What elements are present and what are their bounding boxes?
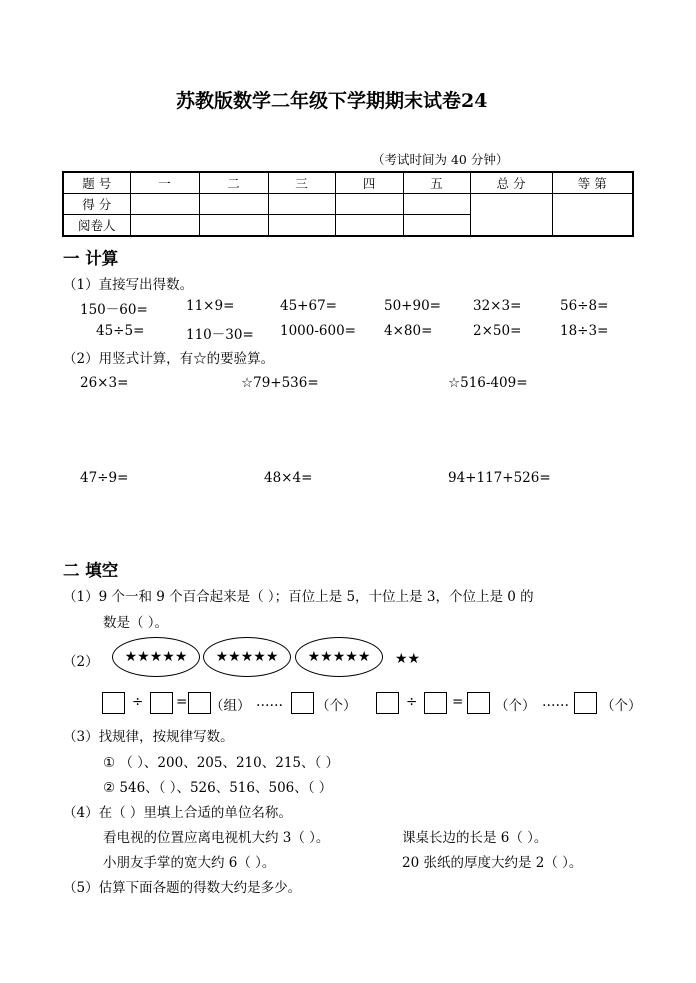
answer-box[interactable] xyxy=(424,692,447,714)
fill-q4-b: 课桌长边的长是 6（ ）。 xyxy=(402,830,548,846)
score-row-label: 得 分 xyxy=(63,194,130,215)
answer-box[interactable] xyxy=(291,692,314,714)
calc-item: 11×9= xyxy=(186,298,235,314)
extra-stars: ★★ xyxy=(395,651,421,667)
fill-q3-label: （3）找规律，按规律写数。 xyxy=(63,729,234,745)
score-col-5: 五 xyxy=(403,172,470,194)
calc-item: 50+90= xyxy=(384,298,441,314)
fill-q4-d: 20 张纸的厚度大约是 2（ ）。 xyxy=(402,855,583,871)
calc-item: 1000-600= xyxy=(280,323,356,339)
vertical-calc-item: 94+117+526= xyxy=(448,470,551,486)
divide-sign: ÷ xyxy=(132,694,144,710)
score-col-grade: 等 第 xyxy=(552,172,633,194)
marker-cell[interactable] xyxy=(199,215,268,237)
score-col-3: 三 xyxy=(268,172,335,194)
remainder-ellipsis: …… xyxy=(542,694,569,710)
q1-label: （1）直接写出得数。 xyxy=(63,277,194,293)
answer-box[interactable] xyxy=(574,692,597,714)
section1-heading: 一 计算 xyxy=(63,249,119,268)
marker-row-label: 阅卷人 xyxy=(63,215,130,237)
answer-box[interactable] xyxy=(467,692,490,714)
star-group-oval: ★★★★★ xyxy=(295,637,383,677)
score-cell[interactable] xyxy=(268,194,335,215)
score-grade-cell[interactable] xyxy=(552,194,633,237)
q2-label: （2）用竖式计算，有☆的要验算。 xyxy=(63,351,275,367)
fill-q1-line1: （1）9 个一和 9 个百合起来是（ ）；百位上是 5，十位上是 3，个位上是 0 的 xyxy=(63,589,534,605)
score-total-cell[interactable] xyxy=(470,194,552,237)
answer-box[interactable] xyxy=(376,692,399,714)
score-table xyxy=(62,171,634,237)
answer-box[interactable] xyxy=(150,692,173,714)
calc-item: 110－30= xyxy=(186,327,254,343)
time-note: （考试时间为 40 分钟） xyxy=(372,152,509,167)
remainder-ellipsis: …… xyxy=(256,694,283,710)
unit-ge: （个） xyxy=(601,698,642,714)
unit-ge: （个） xyxy=(316,698,357,714)
unit-group: （组） xyxy=(210,698,251,714)
fill-q1-line2: 数是（ ）。 xyxy=(103,615,169,631)
calc-item: 56÷8= xyxy=(560,298,609,314)
page-title: 苏教版数学二年级下学期期末试卷24 xyxy=(176,90,488,112)
score-col-2: 二 xyxy=(199,172,268,194)
marker-cell[interactable] xyxy=(130,215,199,237)
marker-cell[interactable] xyxy=(335,215,403,237)
calc-item: 18÷3= xyxy=(560,323,609,339)
fill-q5-label: （5）估算下面各题的得数大约是多少。 xyxy=(63,880,302,896)
answer-box[interactable] xyxy=(188,692,211,714)
fill-q3-line1: ① （ ）、200、205、210、215、（ ） xyxy=(103,755,340,771)
calc-item: 150－60= xyxy=(80,302,148,318)
calc-item: 45÷5= xyxy=(96,323,145,339)
fill-q4-c: 小朋友手掌的宽大约 6（ ）。 xyxy=(103,855,276,871)
calc-item: 2×50= xyxy=(473,323,522,339)
vertical-calc-item: ☆516-409= xyxy=(448,375,528,391)
vertical-calc-item: 48×4= xyxy=(264,470,313,486)
fill-q4-a: 看电视的位置应离电视机大约 3（ ）。 xyxy=(103,830,330,846)
marker-cell[interactable] xyxy=(403,215,470,237)
marker-cell[interactable] xyxy=(268,215,335,237)
star-group-oval: ★★★★★ xyxy=(203,637,291,677)
fill-q2-label: （2） xyxy=(63,654,99,670)
equals-sign: = xyxy=(452,694,464,710)
score-cell[interactable] xyxy=(335,194,403,215)
unit-ge: （个） xyxy=(495,698,536,714)
section2-heading: 二 填空 xyxy=(63,561,119,580)
score-col-total: 总 分 xyxy=(470,172,552,194)
score-col-1: 一 xyxy=(130,172,199,194)
answer-box[interactable] xyxy=(102,692,125,714)
star-group-oval: ★★★★★ xyxy=(112,637,200,677)
vertical-calc-item: 47÷9= xyxy=(80,470,129,486)
score-header-label: 题 号 xyxy=(63,172,130,194)
score-cell[interactable] xyxy=(130,194,199,215)
calc-item: 4×80= xyxy=(384,323,433,339)
score-cell[interactable] xyxy=(199,194,268,215)
divide-sign: ÷ xyxy=(406,694,418,710)
score-cell[interactable] xyxy=(403,194,470,215)
vertical-calc-item: ☆79+536= xyxy=(241,375,319,391)
equals-sign: = xyxy=(176,694,188,710)
score-col-4: 四 xyxy=(335,172,403,194)
fill-q4-label: （4）在（ ）里填上合适的单位名称。 xyxy=(63,805,292,821)
vertical-calc-item: 26×3= xyxy=(80,375,129,391)
fill-q3-line2: ② 546、（ ）、526、516、506、（ ） xyxy=(103,780,333,796)
calc-item: 45+67= xyxy=(280,298,337,314)
calc-item: 32×3= xyxy=(473,298,522,314)
